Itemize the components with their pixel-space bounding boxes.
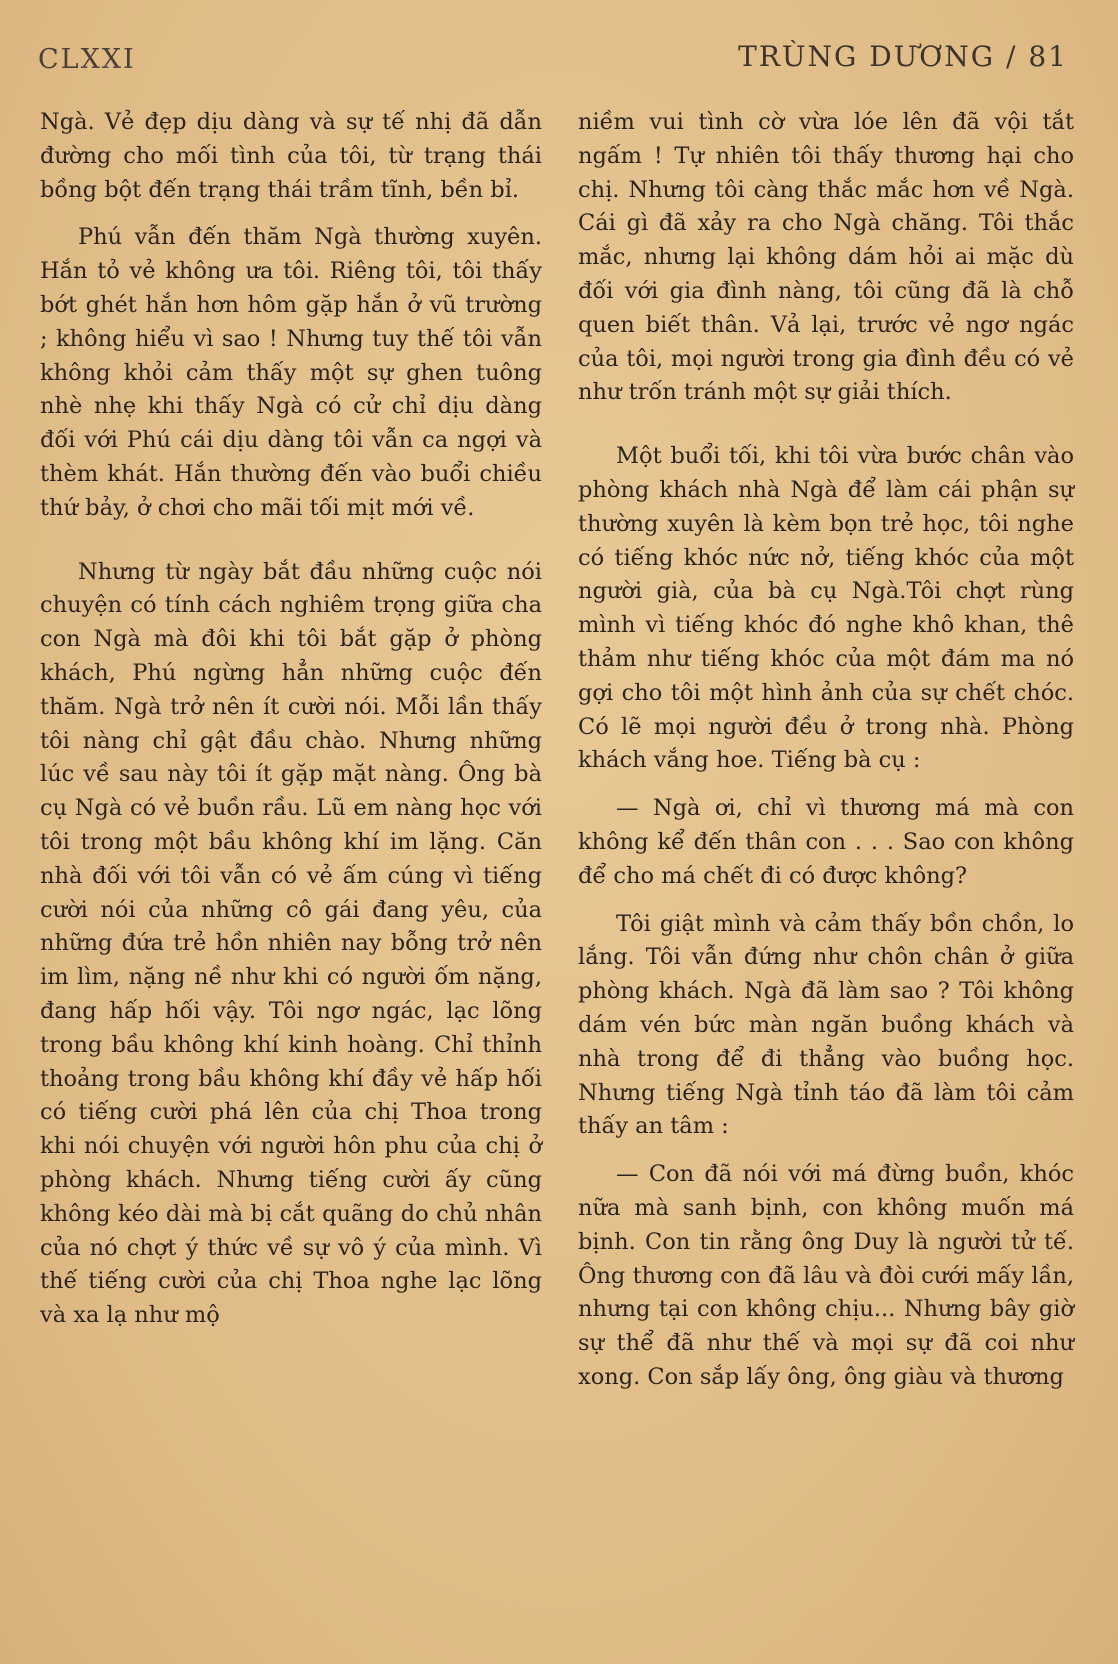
right-column [578,106,1074,1395]
left-column [40,106,542,1333]
author-page-number: TRÙNG DƯƠNG / 81 [738,40,1068,73]
dialogue-paragraph: — Ngà ơi, chỉ vì thương má mà con không kể đến thân con . . . Sao con không để cho má chết đi có được không? [578,795,1074,889]
paragraph: Một buổi tối, khi tôi vừa bước chân vào phòng khách nhà Ngà để làm cái phận sự thường xuyên là kèm bọn trẻ học, tôi nghe có tiếng khóc nức nở, tiếng khóc của một người già, của bà cụ Ngà.Tôi chợt rùng mình vì tiếng khóc đó nghe khô khan, thê thảm như tiếng khóc của một đám ma nó gợi cho tôi một hình ảnh của sự chết chóc. Có lẽ mọi người đều ở trong nhà. Phòng khách vắng hoe. Tiếng bà cụ : [578,443,1074,774]
chapter-number: CLXXI [38,44,136,75]
dialogue-paragraph: — Con đã nói với má đừng buồn, khóc nữa mà sanh bịnh, con không muốn má bịnh. Con tin rằng ông Duy là người tử tế. Ông thương con đã lâu và đòi cưới mấy lần, nhưng tại con không chịu... Nhưng bây giờ sự thể đã như thế và mọi sự đã coi như xong. Con sắp lấy ông, ông giàu và thương [578,1161,1074,1390]
paragraph: Ngà. Vẻ đẹp dịu dàng và sự tế nhị đã dẫn đường cho mối tình của tôi, từ trạng thái bồng bột đến trạng thái trầm tĩnh, bền bỉ. [40,109,542,203]
paragraph: Nhưng từ ngày bắt đầu những cuộc nói chuyện có tính cách nghiêm trọng giữa cha con Ngà mà đôi khi tôi bắt gặp ở phòng khách, Phú ngừng hẳn những cuộc đến thăm. Ngà trở nên ít cười nói. Mỗi lần thấy tôi nàng chỉ gật đầu chào. Nhưng những lúc về sau này tôi ít gặp mặt nàng. Ông bà cụ Ngà có vẻ buồn rầu. Lũ em nàng học với tôi trong một bầu không khí im lặng. Căn nhà đối với tôi vẫn có vẻ ấm cúng vì tiếng cười nói của những cô gái đang yêu, của những đứa trẻ hồn nhiên nay bỗng trở nên im lìm, nặng nề như khi có người ốm nặng, đang hấp hối vậy. Tôi ngơ ngác, lạc lõng trong bầu không khí kinh hoàng. Chỉ thỉnh thoảng trong bầu không khí đầy vẻ hấp hối có tiếng cười phá lên của chị Thoa trong khi nói chuyện với người hôn phu của chị ở phòng khách. Nhưng tiếng cười ấy cũng không kéo dài mà bị cắt quãng do chủ nhân của nó chợt ý thức về sự vô ý của mình. Vì thế tiếng cười của chị Thoa nghe lạc lõng và xa lạ như mộ [40,558,542,1329]
paragraph: Phú vẫn đến thăm Ngà thường xuyên. Hắn tỏ vẻ không ưa tôi. Riêng tôi, tôi thấy bớt ghét hắn hơn hôm gặp hắn ở vũ trường ; không hiểu vì sao ! Nhưng tuy thế tôi vẫn không khỏi cảm thấy một sự ghen tuông nhè nhẹ khi thấy Ngà có cử chỉ dịu dàng đối với Phú cái dịu dàng tôi vẫn ca ngợi và thèm khát. Hắn thường đến vào buổi chiều thứ bảy, ở chơi cho mãi tối mịt mới về. [40,224,542,521]
paragraph: Tôi giật mình và cảm thấy bồn chồn, lo lắng. Tôi vẫn đứng như chôn chân ở giữa phòng khách. Ngà đã làm sao ? Tôi không dám vén bức màn ngăn buồng khách và nhà trong để đi thẳng vào buồng học. Nhưng tiếng Ngà tỉnh táo đã làm tôi cảm thấy an tâm : [578,910,1074,1140]
page-header [0,36,1118,86]
paragraph: niềm vui tình cờ vừa lóe lên đã vội tắt ngấm ! Tự nhiên tôi thấy thương hại cho chị. Nhưng tôi càng thắc mắc hơn về Ngà. Cái gì đã xảy ra cho Ngà chăng. Tôi thắc mắc, nhưng lại không dám hỏi ai mặc dù đối với gia đình nàng, tôi cũng đã là chỗ quen biết thân. Vả lại, trước vẻ ngơ ngác của tôi, mọi người trong gia đình đều có vẻ như trốn tránh một sự giải thích. [578,109,1074,406]
